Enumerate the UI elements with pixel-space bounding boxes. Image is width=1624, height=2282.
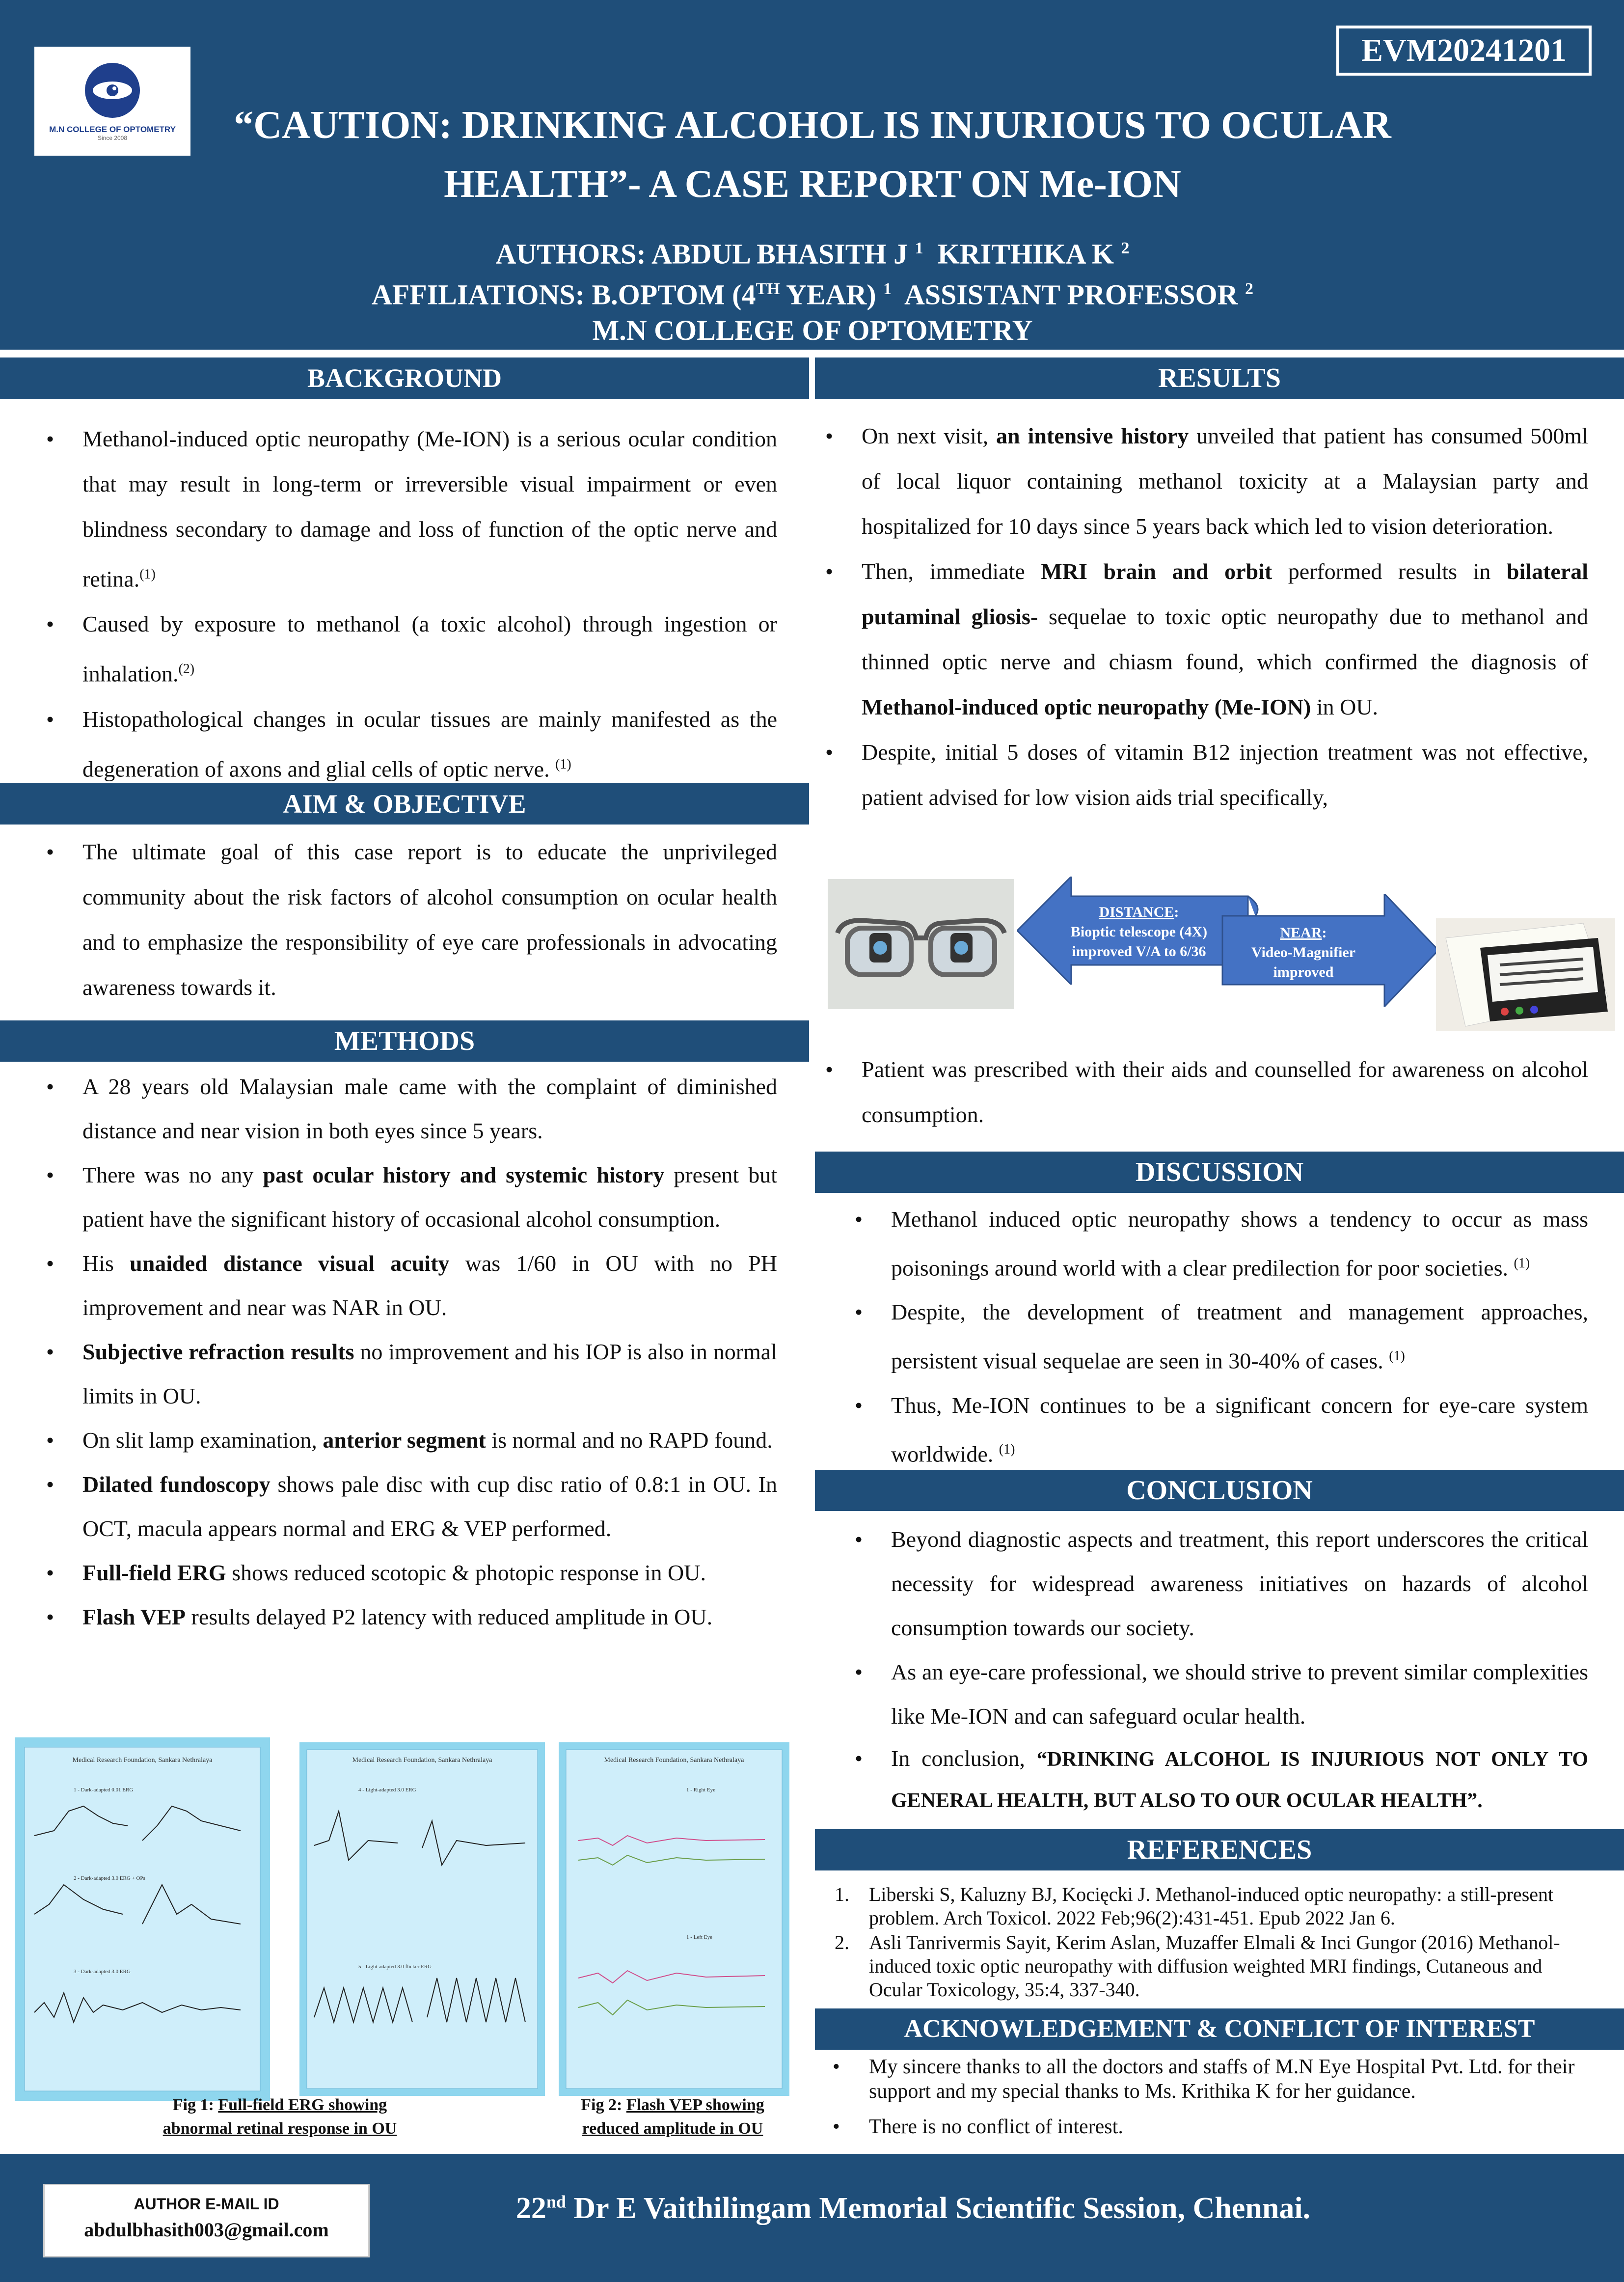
institution-line: M.N COLLEGE OF OPTOMETRY [592,314,1033,346]
results-item: • Then, immediate MRI brain and orbit performed results in bilateral putaminal gliosis- sequelae to toxic optic neuropathy due to methanol and thinned optic nerve and chiasm found, which confirmed the diagnosis of Methanol-induced optic neuropathy (Me-ION) in OU. [822,549,1588,730]
background-heading: BACKGROUND [0,357,809,399]
conclusion-section [852,1517,1588,1821]
logo-subtext: Since 2008 [97,135,128,141]
methods-item: • Subjective refraction results no improvement and his IOP is also in normal limits in OU. [43,1330,777,1418]
results-section-continued [822,1047,1588,1137]
svg-text:Medical Research Foundation, S: Medical Research Foundation, Sankara Nethralaya [604,1757,744,1764]
svg-text:1 - Left Eye: 1 - Left Eye [686,1934,712,1940]
svg-text:4 - Light-adapted 3.0 ERG: 4 - Light-adapted 3.0 ERG [358,1787,416,1793]
distance-label: DISTANCE: Bioptic telescope (4X) improved V/A to 6/36 [1070,904,1208,960]
background-item: • Methanol-induced optic neuropathy (Me-ION) is a serious ocular condition that may result in long-term or irreversible visual impairment or even blindness secondary to damage and loss of function of the optic nerve and retina.$^{(1)}$ [43,416,777,602]
vep-report-photo [559,1742,789,2096]
fig2-caption: Fig 2: Flash VEP showing reduced amplitude in OU [581,2096,764,2138]
background-item: • Histopathological changes in ocular tissues are mainly manifested as the degeneration of axons and glial cells of optic nerve. $^{(1)}$ [43,697,777,792]
discussion-item: • Despite, the development of treatment and management approaches, persistent visual sequelae are seen in 30-40% of cases. $^{(1)}$ [852,1290,1588,1383]
video-magnifier-icon [1436,918,1615,1031]
results-item: • On next visit, an intensive history unveiled that patient has consumed 500ml of local liquor containing methanol toxicity at a Malaysian party and hospitalized for 10 days since 5 years back which led to vision deterioration. [822,413,1588,549]
methods-item: • Flash VEP results delayed P2 latency with reduced amplitude in OU. [43,1595,777,1639]
discussion-item: • Methanol induced optic neuropathy shows a tendency to occur as mass poisonings around world with a clear predilection for poor societies. $^{(1)}$ [852,1197,1588,1290]
background-section [43,416,777,792]
discussion-item: • Thus, Me-ION continues to be a significant concern for eye-care system worldwide. $^{(1)}$ [852,1383,1588,1476]
authors-line: AUTHORS: ABDUL BHASITH J $^1$ KRITHIKA K $^2$ [495,238,1130,270]
methods-item: • Full-field ERG shows reduced scotopic & photopic response in OU. [43,1551,777,1595]
logo-text: M.N COLLEGE OF OPTOMETRY [49,125,176,134]
references-heading: REFERENCES [815,1829,1624,1870]
results-heading: RESULTS [815,357,1624,399]
poster-title [162,96,1463,214]
video-magnifier-photo [1436,918,1615,1031]
author-email-box [43,2184,370,2257]
eye-logo-icon [83,61,142,120]
acknowledgement-section [830,2055,1596,2139]
acknowledgement-heading: ACKNOWLEDGEMENT & CONFLICT OF INTEREST [815,2008,1624,2050]
reference-item: 1. Liberski S, Kaluzny BJ, Kocięcki J. Methanol-induced optic neuropathy: a still-present problem. Arch Toxicol. 2022 Feb;96(2):431-451. Epub 2022 Jan 6. [835,1883,1554,1929]
authors-block [162,231,1463,348]
background-item: • Caused by exposure to methanol (a toxic alcohol) through ingestion or inhalation.$^{(2)}$ [43,602,777,696]
svg-text:1 - Right Eye: 1 - Right Eye [686,1787,715,1793]
erg-report-photo-2 [299,1742,545,2096]
results-item: • Patient was prescribed with their aids and counselled for awareness on alcohol consumption. [822,1047,1588,1137]
conclusion-item: • In conclusion, “DRINKING ALCOHOL IS INJURIOUS NOT ONLY TO GENERAL HEALTH, BUT ALSO TO OUR OCULAR HEALTH”. [852,1738,1588,1821]
reference-item: 2. Asli Tanrivermis Sayit, Kerim Aslan, Muzaffer Elmali & Inci Gungor (2016) Methanol-induced toxic optic neuropathy with diffusion weighted MRI findings, Cutaneous and Ocular Toxicology, 35:4, 337-340. [835,1931,1560,2001]
aim-item: • The ultimate goal of this case report is to educate the unprivileged community about the risk factors of alcohol consumption on ocular health and to emphasize the responsibility of eye care professionals in advocating awareness towards it. [43,829,777,1010]
email-label: AUTHOR E-MAIL ID [134,2195,279,2213]
svg-text:2 - Dark-adapted 3.0 ERG + OPs: 2 - Dark-adapted 3.0 ERG + OPs [74,1875,145,1881]
aim-heading: AIM & OBJECTIVE [0,783,809,825]
conference-name: 22nd Dr E Vaithilingam Memorial Scientific Session, Chennai. [515,2192,1311,2225]
acknowledgement-item: • There is no conflict of interest. [830,2115,1596,2139]
acknowledgement-item: • My sincere thanks to all the doctors and staffs of M.N Eye Hospital Pvt. Ltd. for their support and my special thanks to Ms. Krithika K for her guidance. [830,2055,1596,2104]
conclusion-heading: CONCLUSION [815,1470,1624,1511]
bioptic-glasses-photo [828,879,1014,1009]
methods-item: • A 28 years old Malaysian male came with the complaint of diminished distance and near vision in both eyes since 5 years. [43,1065,777,1153]
methods-section [43,1065,777,1639]
author-email[interactable]: abdulbhasith003@gmail.com [84,2219,329,2241]
poster-code: EVM20241201 [1336,26,1592,76]
report-header-text: Medical Research Foundation, Sankara Nethralaya [72,1757,213,1764]
svg-text:3 - Dark-adapted 3.0 ERG: 3 - Dark-adapted 3.0 ERG [74,1969,131,1975]
title-line-1: “CAUTION: DRINKING ALCOHOL IS INJURIOUS TO OCULAR [234,104,1391,147]
discussion-section [852,1197,1588,1476]
svg-text:Medical Research Foundation, S: Medical Research Foundation, Sankara Nethralaya [352,1757,492,1764]
discussion-heading: DISCUSSION [815,1152,1624,1193]
svg-text:1 - Dark-adapted 0.01 ERG: 1 - Dark-adapted 0.01 ERG [74,1787,134,1793]
aim-section [43,829,777,1010]
methods-heading: METHODS [0,1020,809,1062]
methods-item: • Dilated fundoscopy shows pale disc with cup disc ratio of 0.8:1 in OU. In OCT, macula appears normal and ERG & VEP performed. [43,1462,777,1551]
near-label: NEAR: Video-Magnifier improved V/A to N6 [1251,925,1356,1000]
methods-item: • His unaided distance visual acuity was 1/60 in OU with no PH improvement and near was NAR in OU. [43,1241,777,1330]
methods-item: • There was no any past ocular history and systemic history present but patient have the significant history of occasional alcohol consumption. [43,1153,777,1241]
references-section [835,1883,1600,2002]
methods-item: • On slit lamp examination, anterior segment is normal and no RAPD found. [43,1418,777,1462]
title-line-2: HEALTH”- A CASE REPORT ON Me-ION [444,163,1181,206]
svg-text:5 - Light-adapted 3.0 flicker: 5 - Light-adapted 3.0 flicker ERG [358,1964,432,1970]
conclusion-item: • As an eye-care professional, we should strive to prevent similar complexities like Me-ION and can safeguard ocular health. [852,1650,1588,1738]
results-section [822,413,1588,820]
erg-report-photo-1 [15,1737,270,2101]
results-item: • Despite, initial 5 doses of vitamin B12 injection treatment was not effective, patient advised for low vision aids trial specifically, [822,730,1588,820]
affiliations-line: AFFILIATIONS: B.OPTOM (4TH YEAR) $^1$ ASSISTANT PROFESSOR $^2$ [371,278,1254,311]
conclusion-item: • Beyond diagnostic aspects and treatment, this report underscores the critical necessity for widespread awareness initiatives on hazards of alcohol consumption towards our society. [852,1517,1588,1650]
fig1-caption: Fig 1: Full-field ERG showing abnormal retinal response in OU [162,2096,397,2138]
glasses-icon [828,879,1014,1009]
